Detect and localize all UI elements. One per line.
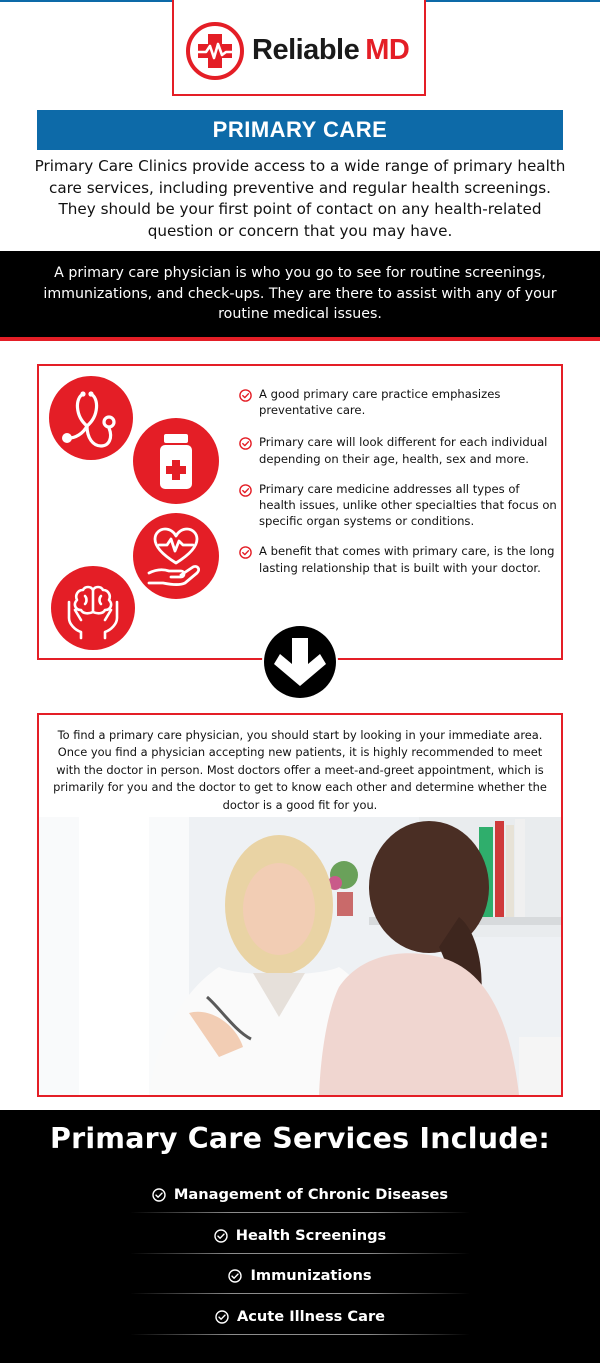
definition-text: A primary care physician is who you go to see for routine screenings, immunizations, and check-ups. They are there to assist with any of your routine medical issues. [43,265,557,322]
divider [130,1334,470,1335]
find-physician-text: To find a primary care physician, you should start by looking in your immediate area. Once you find a physician accepting new patients, it is highly recommended to meet with the doctor in person. Most doctors offer a meet-and-greet appointment, which is primarily for you and the doctor to get to know each other and determine whether the doctor is a good fit for you. [53,728,547,812]
divider [130,1212,470,1213]
benefit-text: Primary care medicine addresses all types of health issues, unlike other specialties that focus on specific organ systems or conditions. [259,481,557,529]
doctor-patient-photo [39,817,561,1095]
service-item [0,1182,600,1212]
check-circle-icon [239,389,252,402]
list-item [239,481,557,530]
service-label: Management of Chronic Diseases [173,1186,449,1203]
brand-name-part1: Reliable [252,34,360,66]
divider [130,1293,470,1294]
list-item [239,434,557,466]
check-circle-icon [239,484,252,497]
page-title: PRIMARY CARE [37,110,563,150]
service-item [0,1223,600,1253]
brand-name-part2: MD [365,34,410,66]
service-label: Acute Illness Care [236,1308,386,1325]
definition-band [0,251,600,341]
check-circle-icon [152,1188,166,1202]
services-title: Primary Care Services Include: [50,1122,550,1155]
check-circle-icon [239,437,252,450]
intro-paragraph: Primary Care Clinics provide access to a wide range of primary health care services, including preventive and regular health screenings. They should be your first point of contact on any health-related question or concern that you may have. [34,157,566,240]
logo [172,0,426,96]
service-label: Immunizations [250,1267,372,1284]
list-item [239,386,557,418]
check-circle-icon [215,1310,229,1324]
doctor-patient-illustration [39,817,561,1095]
benefit-text: A good primary care practice emphasizes preventative care. [259,387,501,418]
medical-cross-heartbeat-icon [186,22,244,80]
down-arrow-icon [262,624,338,700]
check-circle-icon [228,1269,242,1283]
benefits-section [37,364,563,660]
brand-name [252,34,409,67]
medicine-bottle-icon [133,418,219,504]
benefit-text: Primary care will look different for each individual depending on their age, health, sex and more. [259,435,548,466]
heart-in-hand-icon [133,513,219,599]
check-circle-icon [214,1229,228,1243]
divider [130,1253,470,1254]
service-item [0,1263,600,1293]
check-circle-icon [239,546,252,559]
stethoscope-icon [49,376,133,460]
service-label: Health Screenings [235,1227,387,1244]
service-item [0,1304,600,1334]
benefit-text: A benefit that comes with primary care, is the long lasting relationship that is built with your doctor. [259,544,555,575]
brain-in-hands-icon [51,566,135,650]
list-item [239,543,557,575]
find-physician-section [37,713,563,1097]
benefits-list [239,386,557,576]
